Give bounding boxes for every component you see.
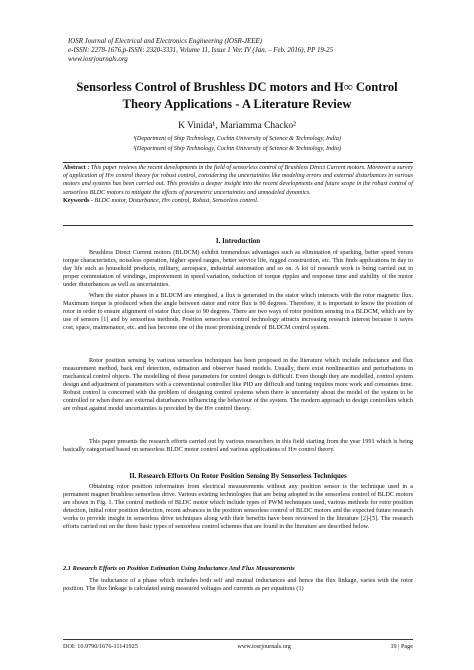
footer-page-number: 19 | Page <box>390 643 413 650</box>
abstract-label: Abstract : <box>63 165 90 171</box>
subsection-heading-2-1: 2.1 Research Efforts on Position Estimation Using Inductance And Flux Measurements <box>63 565 295 572</box>
footer-rule <box>63 639 413 640</box>
section-heading-research-efforts: II. Research Efforts On Rotor Position Sensing By Sensorless Techniques <box>129 472 347 480</box>
keywords-text: BLDC motor, Disturbance, H∞ control, Robust, Sensorless control. <box>92 197 259 204</box>
title-line-2: Theory Applications - A Literature Review <box>122 96 352 111</box>
journal-url[interactable]: www.iosrjournals.org <box>68 56 128 63</box>
page-footer <box>63 642 413 651</box>
affiliation-1: ¹(Department of Ship Technology, Cochin University of Science & Technology, India) <box>133 136 341 142</box>
footer-doi: DOI: 10.9790/1676-11141925 <box>63 643 138 650</box>
abstract-bottom-rule <box>63 225 413 226</box>
journal-issn: e-ISSN: 2278-1676,p-ISSN: 2320-3331, Volume 11, Issue 1 Ver. IV (Jan. – Feb. 2016), PP 19-25 <box>68 47 334 54</box>
paper-title <box>62 79 412 112</box>
intro-paragraph-4: This paper presents the research efforts carried out by various researchers in this field starting from the year 1991 which is being basically categorised based on sensorless BLDC motor control and various applications of H∞ control theory. <box>63 438 413 454</box>
keywords-label: Keywords - <box>63 197 93 204</box>
affiliation-2: ²(Department of Ship Technology, Cochin University of Science & Technology, India) <box>133 145 341 152</box>
affiliations <box>62 135 412 154</box>
section-heading-introduction: I. Introduction <box>215 237 261 245</box>
subsection-2-1-paragraph: The inductance of a phase which includes both self and mutual inductances and hence the flux linkage, varies with the rotor position. The flux linkage is calculated using measured voltages and currents as per equations (1) <box>63 577 413 593</box>
authors: K Vinida¹, Mariamma Chacko² <box>178 121 296 131</box>
journal-header <box>68 37 408 64</box>
intro-paragraph-1: Brushless Direct Current motors (BLDCM) exhibit tremendous advantages such as elimination of sparking, better speed verses torque characteristics, noiseless operation, higher speed ranges, better service life, rugged construction, etc. This finds applications in day to day life such as household products, military, aerospace, industrial automation and so on. A lot of research work is being carried out in proper commutation of windings, improvement in speed variation, reduction of torque ripples and response time and stability of the motor under disturbances as well as uncertainties. <box>63 249 413 289</box>
footer-site[interactable]: www.iosrjournals.org <box>237 643 291 650</box>
title-line-1: Sensorless Control of Brushless DC motors and H∞ Control <box>76 80 398 94</box>
abstract-top-rule <box>63 162 413 163</box>
abstract <box>63 164 413 205</box>
intro-paragraph-2: When the stator phases in a BLDCM are energised, a flux is generated in the stator which interacts with the rotor magnetic flux. Maximum torque is produced when the angle between stator and rotor flux is 90 degrees. Therefore, it is important to know the position of rotor in order to ensure alignment of stator flux close to 90 degrees. There are two ways of rotor position sensing in a BLDCM, which are by use of sensors [1] and by sensorless methods. Position sensorless control technology attracts increasing research interest because it saves cost, space, maintenance, etc. and has become one of the most promising trends of BLDCM control system. <box>63 292 413 332</box>
intro-paragraph-3: Rotor position sensing by various sensorless techniques has been proposed in the literature which include inductance and flux measurement method, back emf detection, estimation and observer based models. Usually, there exist nonlinearities and perturbations in mechanical control objects. The modelling of these parameters for control design is difficult. Even though they are modelled, control system design and adjustment of parameters with a conventional controller like PID are difficult and tuning requires more work and consumes time. Robust control is concerned with the problem of designing control systems when there is uncertainty about the model of the system to be controlled or when there are external disturbances influencing the behaviour of the system. The modern approach to design controllers which are robust against model uncertainties is provided by the H∞ control theory. <box>63 357 413 413</box>
abstract-text: This paper reviews the recent developments in the field of sensorless control of Brushless Direct Current motors. Moreover a survey of application of H∞ control theory for robust control, considering the uncertainties like modeling errors and external disturbances in various motors and systems has been carried out. This provides a deeper insight into the recent developments and future scope in the robust control of sensorless BLDC motors to mitigate the effects of parametric uncertainties and unmodeled dynamics. <box>63 165 413 196</box>
section2-paragraph: Obtaining rotor position information from electrical measurements without any position sensor is the technique used in a permanent magnet brushless sensorless drive. Various existing technologies that are being adopted in the sensorless control of BLDC motors are shown in Fig. 1. The control methods of BLDC motor which include types of PWM techniques used, various methods for rotor position detection, initial rotor position detection, recent advances in the position sensorless control of BLDC motors and the expected future research works to provide insight in sensorless drive techniques along with their benefits have been reviewed in the literature [2]-[5]. The research efforts carried out on the three basic types of sensorless control schemes that are found in the literature are described below. <box>63 483 413 531</box>
journal-name: IOSR Journal of Electrical and Electronics Engineering (IOSR-JEEE) <box>68 38 262 45</box>
